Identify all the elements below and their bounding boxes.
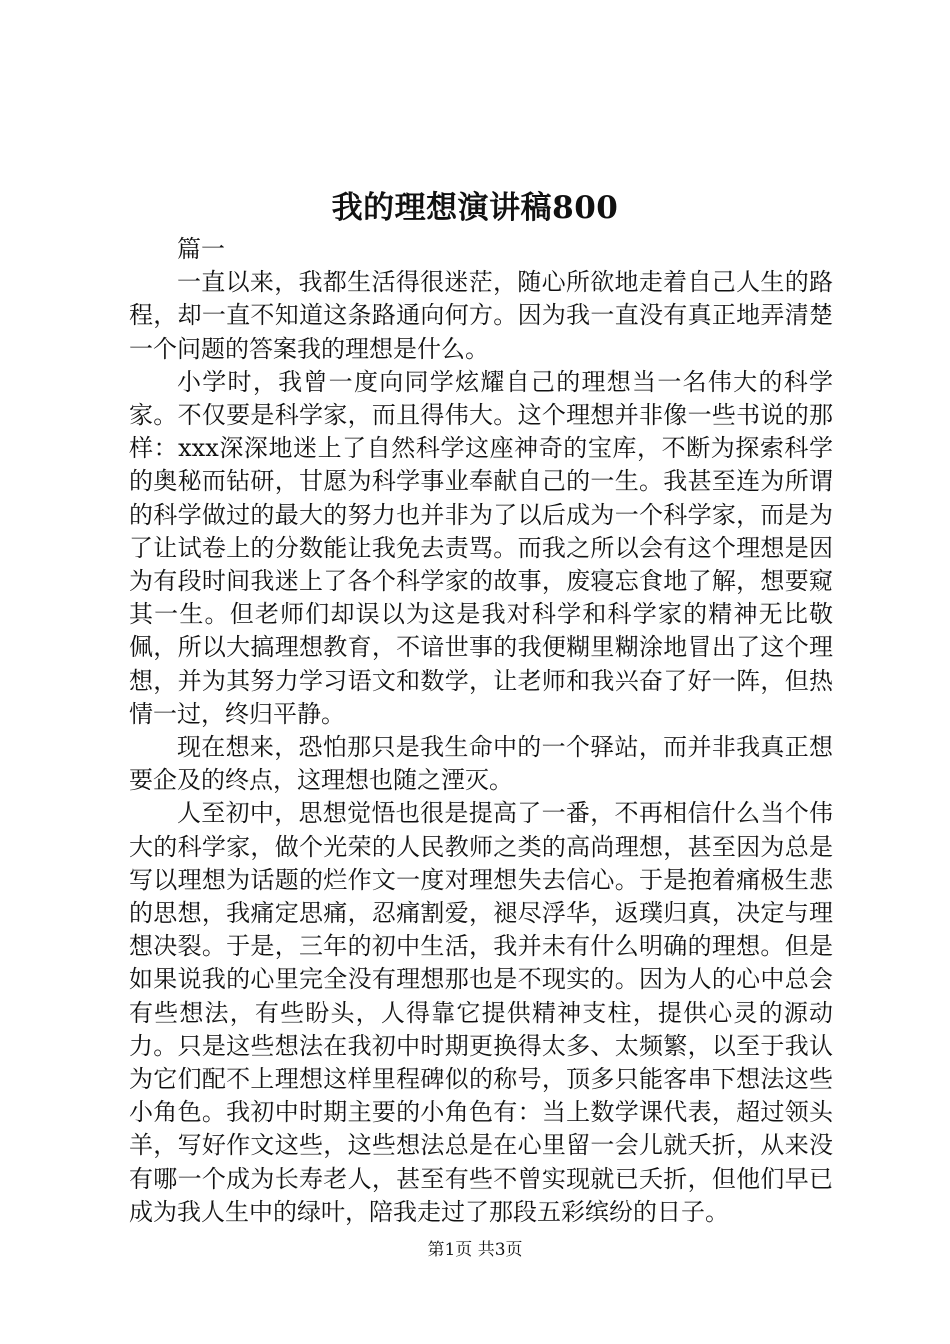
document-body	[129, 233, 833, 1229]
paragraph: 小学时，我曾一度向同学炫耀自己的理想当一名伟大的科学家。不仅要是科学家，而且得伟大。这个理想并非像一些书说的那样：xxx深深地迷上了自然科学这座神奇的宝库，不断为探索科学的奥秘而钻研，甘愿为科学事业奉献自己的一生。我甚至连为所谓的科学做过的最大的努力也并非为了以后成为一个科学家，而是为了让试卷上的分数能让我免去责骂。而我之所以会有这个理想是因为有段时间我迷上了各个科学家的故事，废寝忘食地了解，想要窥其一生。但老师们却误以为这是我对科学和科学家的精神无比敬佩，所以大搞理想教育，不谙世事的我便糊里糊涂地冒出了这个理想，并为其努力学习语文和数学，让老师和我兴奋了好一阵，但热情一过，终归平静。	[129, 367, 833, 728]
paragraph: 现在想来，恐怕那只是我生命中的一个驿站，而并非我真正想要企及的终点，这理想也随之湮灭。	[129, 733, 833, 795]
section-heading: 篇一	[177, 235, 225, 263]
paragraph: 人至初中，思想觉悟也很是提高了一番，不再相信什么当个伟大的科学家，做个光荣的人民教师之类的高尚理想，甚至因为总是写以理想为话题的烂作文一度对理想失去信心。于是抱着痛极生悲的思想，我痛定思痛，忍痛割爱，褪尽浮华，返璞归真，决定与理想决裂。于是，三年的初中生活，我并未有什么明确的理想。但是如果说我的心里完全没有理想那也是不现实的。因为人的心中总会有些想法，有些盼头，人得靠它提供精神支柱，提供心灵的源动力。只是这些想法在我初中时期更换得太多、太频繁，以至于我认为它们配不上理想这样里程碑似的称号，顶多只能客串下想法这些小角色。我初中时期主要的小角色有：当上数学课代表，超过领头羊，写好作文这些，这些想法总是在心里留一会儿就夭折，从来没有哪一个成为长寿老人，甚至有些不曾实现就已夭折，但他们早已成为我人生中的绿叶，陪我走过了那段五彩缤纷的日子。	[129, 799, 833, 1226]
paragraph: 一直以来，我都生活得很迷茫，随心所欲地走着自己人生的路程，却一直不知道这条路通向何方。因为我一直没有真正地弄清楚一个问题的答案我的理想是什么。	[129, 268, 833, 363]
page-footer: 第1页 共3页	[427, 1240, 523, 1260]
document-title: 我的理想演讲稿800	[331, 190, 619, 226]
